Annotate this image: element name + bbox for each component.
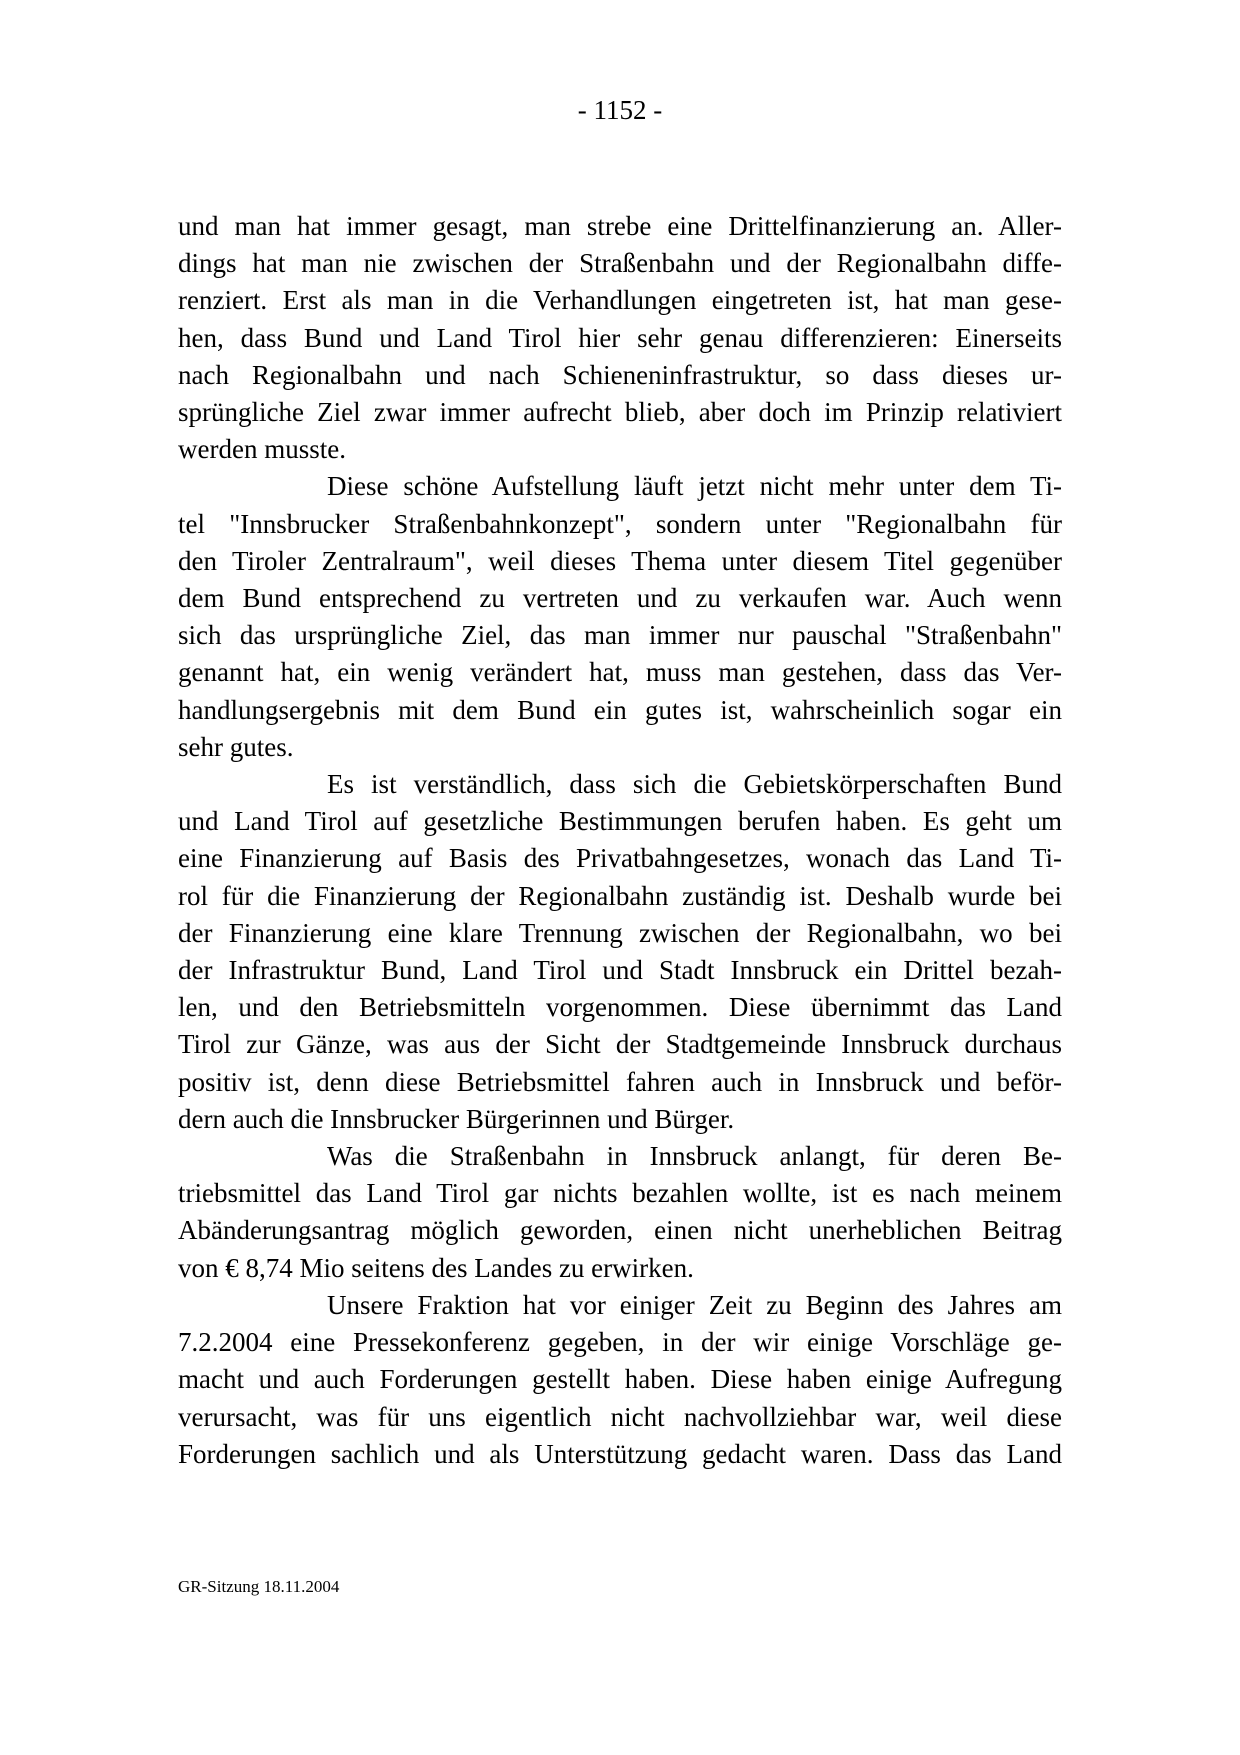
text-line: Diese schöne Aufstellung läuft jetzt nicht mehr unter dem Ti- <box>327 471 1062 502</box>
text-line: sprüngliche Ziel zwar immer aufrecht blieb, aber doch im Prinzip relativiert <box>178 397 1062 428</box>
text-line: nach Regionalbahn und nach Schieneninfrastruktur, so dass dieses ur- <box>178 359 1062 390</box>
text-line: Es ist verständlich, dass sich die Gebietskörperschaften Bund <box>327 769 1062 800</box>
paragraph-4 <box>178 1138 1062 1287</box>
text-line: Unsere Fraktion hat vor einiger Zeit zu Beginn des Jahres am <box>327 1289 1062 1320</box>
text-line: renziert. Erst als man in die Verhandlungen eingetreten ist, hat man gese- <box>178 285 1062 316</box>
text-line: genannt hat, ein wenig verändert hat, muss man gestehen, dass das Ver- <box>178 657 1062 688</box>
text-line: der Finanzierung eine klare Trennung zwischen der Regionalbahn, wo bei <box>178 917 1062 948</box>
text-line: dern auch die Innsbrucker Bürgerinnen und Bürger. <box>178 1103 735 1134</box>
text-line: len, und den Betriebsmitteln vorgenommen. Diese übernimmt das Land <box>178 992 1062 1023</box>
text-line: verursacht, was für uns eigentlich nicht nachvollziehbar war, weil diese <box>178 1401 1062 1432</box>
text-line: hen, dass Bund und Land Tirol hier sehr genau differenzieren: Einerseits <box>178 322 1062 353</box>
text-line: der Infrastruktur Bund, Land Tirol und Stadt Innsbruck ein Drittel bezah- <box>178 955 1062 986</box>
text-line: und man hat immer gesagt, man strebe eine Drittelfinanzierung an. Aller- <box>178 211 1062 241</box>
text-line: dings hat man nie zwischen der Straßenbahn und der Regionalbahn diffe- <box>178 248 1062 279</box>
paragraph-3 <box>178 766 1062 1138</box>
text-line: handlungsergebnis mit dem Bund ein gutes ist, wahrscheinlich sogar ein <box>178 694 1062 725</box>
page-number: - 1152 - <box>577 95 663 125</box>
paragraph-2 <box>178 468 1062 766</box>
paragraph-5 <box>178 1287 1062 1473</box>
text-line: macht und auch Forderungen gestellt haben. Diese haben einige Aufregung <box>178 1364 1062 1395</box>
text-line: Abänderungsantrag möglich geworden, einen nicht unerheblichen Beitrag <box>178 1215 1062 1246</box>
text-line: rol für die Finanzierung der Regionalbahn zuständig ist. Deshalb wurde bei <box>178 880 1062 911</box>
text-line: den Tiroler Zentralraum", weil dieses Thema unter diesem Titel gegenüber <box>178 545 1062 576</box>
page-footer: GR-Sitzung 18.11.2004 <box>178 1577 340 1596</box>
body-text <box>178 208 1062 1473</box>
text-line: Tirol zur Gänze, was aus der Sicht der Stadtgemeinde Innsbruck durchaus <box>178 1029 1062 1060</box>
text-line: triebsmittel das Land Tirol gar nichts bezahlen wollte, ist es nach meinem <box>178 1178 1062 1209</box>
paragraph-1 <box>178 208 1062 468</box>
text-line: 7.2.2004 eine Pressekonferenz gegeben, in der wir einige Vorschläge ge- <box>178 1327 1062 1358</box>
text-line: sehr gutes. <box>178 731 294 762</box>
text-line: tel "Innsbrucker Straßenbahnkonzept", sondern unter "Regionalbahn für <box>178 508 1062 539</box>
text-line: und Land Tirol auf gesetzliche Bestimmungen berufen haben. Es geht um <box>178 806 1062 837</box>
text-line: eine Finanzierung auf Basis des Privatbahngesetzes, wonach das Land Ti- <box>178 843 1062 874</box>
text-line: sich das ursprüngliche Ziel, das man immer nur pauschal "Straßenbahn" <box>178 620 1062 651</box>
text-line: Forderungen sachlich und als Unterstützung gedacht waren. Dass das Land <box>178 1438 1062 1469</box>
text-line: Was die Straßenbahn in Innsbruck anlangt, für deren Be- <box>327 1141 1062 1172</box>
text-line: dem Bund entsprechend zu vertreten und zu verkaufen war. Auch wenn <box>178 583 1062 614</box>
text-line: von € 8,74 Mio seitens des Landes zu erwirken. <box>178 1252 694 1283</box>
text-line: positiv ist, denn diese Betriebsmittel fahren auch in Innsbruck und beför- <box>178 1066 1062 1097</box>
text-line: werden musste. <box>178 434 346 465</box>
